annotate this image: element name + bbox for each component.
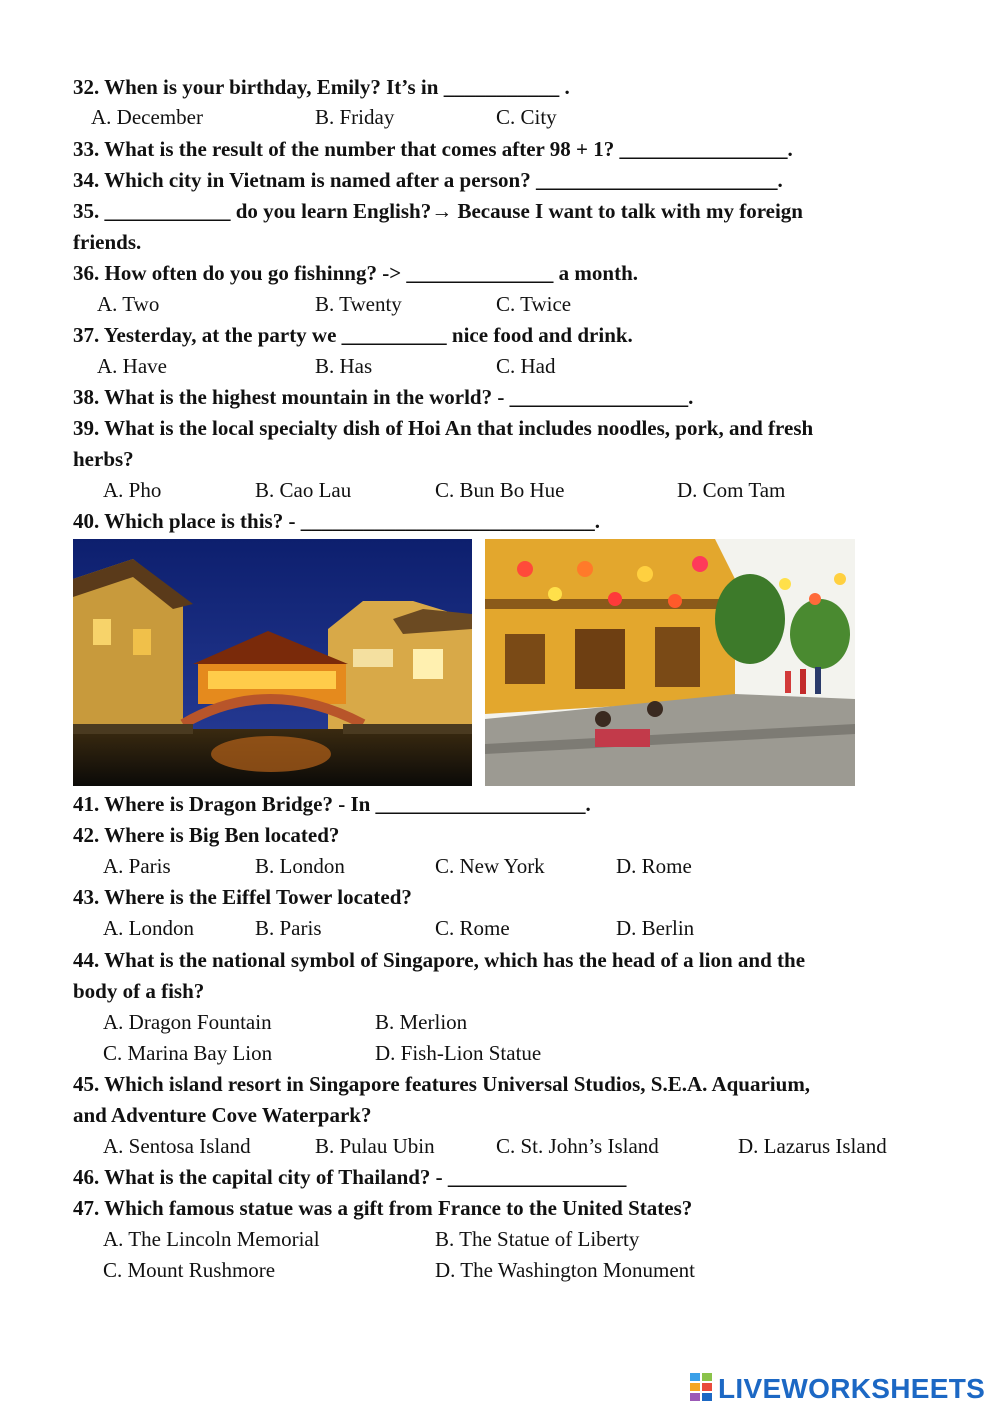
option-c[interactable]: C. Mount Rushmore bbox=[103, 1258, 276, 1282]
option-d[interactable]: D. Rome bbox=[616, 854, 692, 878]
question-38: 38. What is the highest mountain in the world? - _________________. bbox=[73, 385, 694, 409]
option-a[interactable]: A. The Lincoln Memorial bbox=[103, 1227, 320, 1251]
option-b[interactable]: B. Paris bbox=[255, 916, 322, 940]
option-c[interactable]: C. St. John’s Island bbox=[496, 1134, 659, 1158]
option-c[interactable]: C. Bun Bo Hue bbox=[435, 478, 565, 502]
question-47: 47. Which famous statue was a gift from France to the United States? bbox=[73, 1196, 693, 1220]
option-d[interactable]: D. Fish-Lion Statue bbox=[375, 1041, 542, 1065]
liveworksheets-logo bbox=[690, 1372, 985, 1406]
option-c[interactable]: C. City bbox=[496, 105, 557, 129]
option-c[interactable]: C. Marina Bay Lion bbox=[103, 1041, 273, 1065]
option-a[interactable]: A. Paris bbox=[103, 854, 171, 878]
option-a[interactable]: A. Two bbox=[97, 292, 160, 316]
option-b[interactable]: B. Merlion bbox=[375, 1010, 468, 1034]
option-c[interactable]: C. New York bbox=[435, 854, 545, 878]
option-b[interactable]: B. Has bbox=[315, 354, 373, 378]
option-a[interactable]: A. Have bbox=[97, 354, 167, 378]
option-b[interactable]: B. Twenty bbox=[315, 292, 402, 316]
option-d[interactable]: D. Berlin bbox=[616, 916, 695, 940]
question-41: 41. Where is Dragon Bridge? - In ____________________. bbox=[73, 792, 591, 816]
japanese-bridge-photo bbox=[73, 539, 472, 786]
liveworksheets-logo-icon bbox=[690, 1373, 714, 1406]
option-a[interactable]: A. London bbox=[103, 916, 194, 940]
question-39: 39. What is the local specialty dish of Hoi An that includes noodles, pork, and fresh bbox=[73, 416, 814, 440]
option-c[interactable]: C. Rome bbox=[435, 916, 510, 940]
question-39-continued: herbs? bbox=[73, 447, 134, 471]
option-a[interactable]: A. Pho bbox=[103, 478, 162, 502]
question-37: 37. Yesterday, at the party we __________ nice food and drink. bbox=[73, 323, 633, 347]
question-42: 42. Where is Big Ben located? bbox=[73, 823, 340, 847]
question-46: 46. What is the capital city of Thailand? - _________________ bbox=[73, 1165, 627, 1189]
question-35-continued: friends. bbox=[73, 230, 142, 254]
option-b[interactable]: B. London bbox=[255, 854, 345, 878]
question-40: 40. Which place is this? - ____________________________. bbox=[73, 509, 600, 533]
question-32: 32. When is your birthday, Emily? It’s in ___________ . bbox=[73, 75, 570, 99]
question-33: 33. What is the result of the number that comes after 98 + 1? ________________. bbox=[73, 137, 793, 161]
lantern-street-photo bbox=[485, 539, 855, 786]
question-43: 43. Where is the Eiffel Tower located? bbox=[73, 885, 412, 909]
question-35: 35. ____________ do you learn English?→ Because I want to talk with my foreign bbox=[73, 199, 803, 223]
question-34: 34. Which city in Vietnam is named after a person? _______________________. bbox=[73, 168, 783, 192]
liveworksheets-wordmark: LIVEWORKSHEETS bbox=[718, 1373, 986, 1404]
question-44-continued: body of a fish? bbox=[73, 979, 205, 1003]
option-a[interactable]: A. Dragon Fountain bbox=[103, 1010, 272, 1034]
option-d[interactable]: D. Lazarus Island bbox=[738, 1134, 887, 1158]
option-b[interactable]: B. Pulau Ubin bbox=[315, 1134, 435, 1158]
option-d[interactable]: D. Com Tam bbox=[677, 478, 786, 502]
option-a[interactable]: A. December bbox=[91, 105, 203, 129]
option-c[interactable]: C. Had bbox=[496, 354, 556, 378]
option-b[interactable]: B. The Statue of Liberty bbox=[435, 1227, 640, 1251]
option-a[interactable]: A. Sentosa Island bbox=[103, 1134, 251, 1158]
option-b[interactable]: B. Friday bbox=[315, 105, 395, 129]
option-b[interactable]: B. Cao Lau bbox=[255, 478, 352, 502]
option-d[interactable]: D. The Washington Monument bbox=[435, 1258, 696, 1282]
question-44: 44. What is the national symbol of Singapore, which has the head of a lion and the bbox=[73, 948, 806, 972]
question-36: 36. How often do you go fishinng? -> ______________ a month. bbox=[73, 261, 639, 285]
question-45-continued: and Adventure Cove Waterpark? bbox=[73, 1103, 372, 1127]
question-45: 45. Which island resort in Singapore features Universal Studios, S.E.A. Aquarium, bbox=[73, 1072, 811, 1096]
option-c[interactable]: C. Twice bbox=[496, 292, 572, 316]
